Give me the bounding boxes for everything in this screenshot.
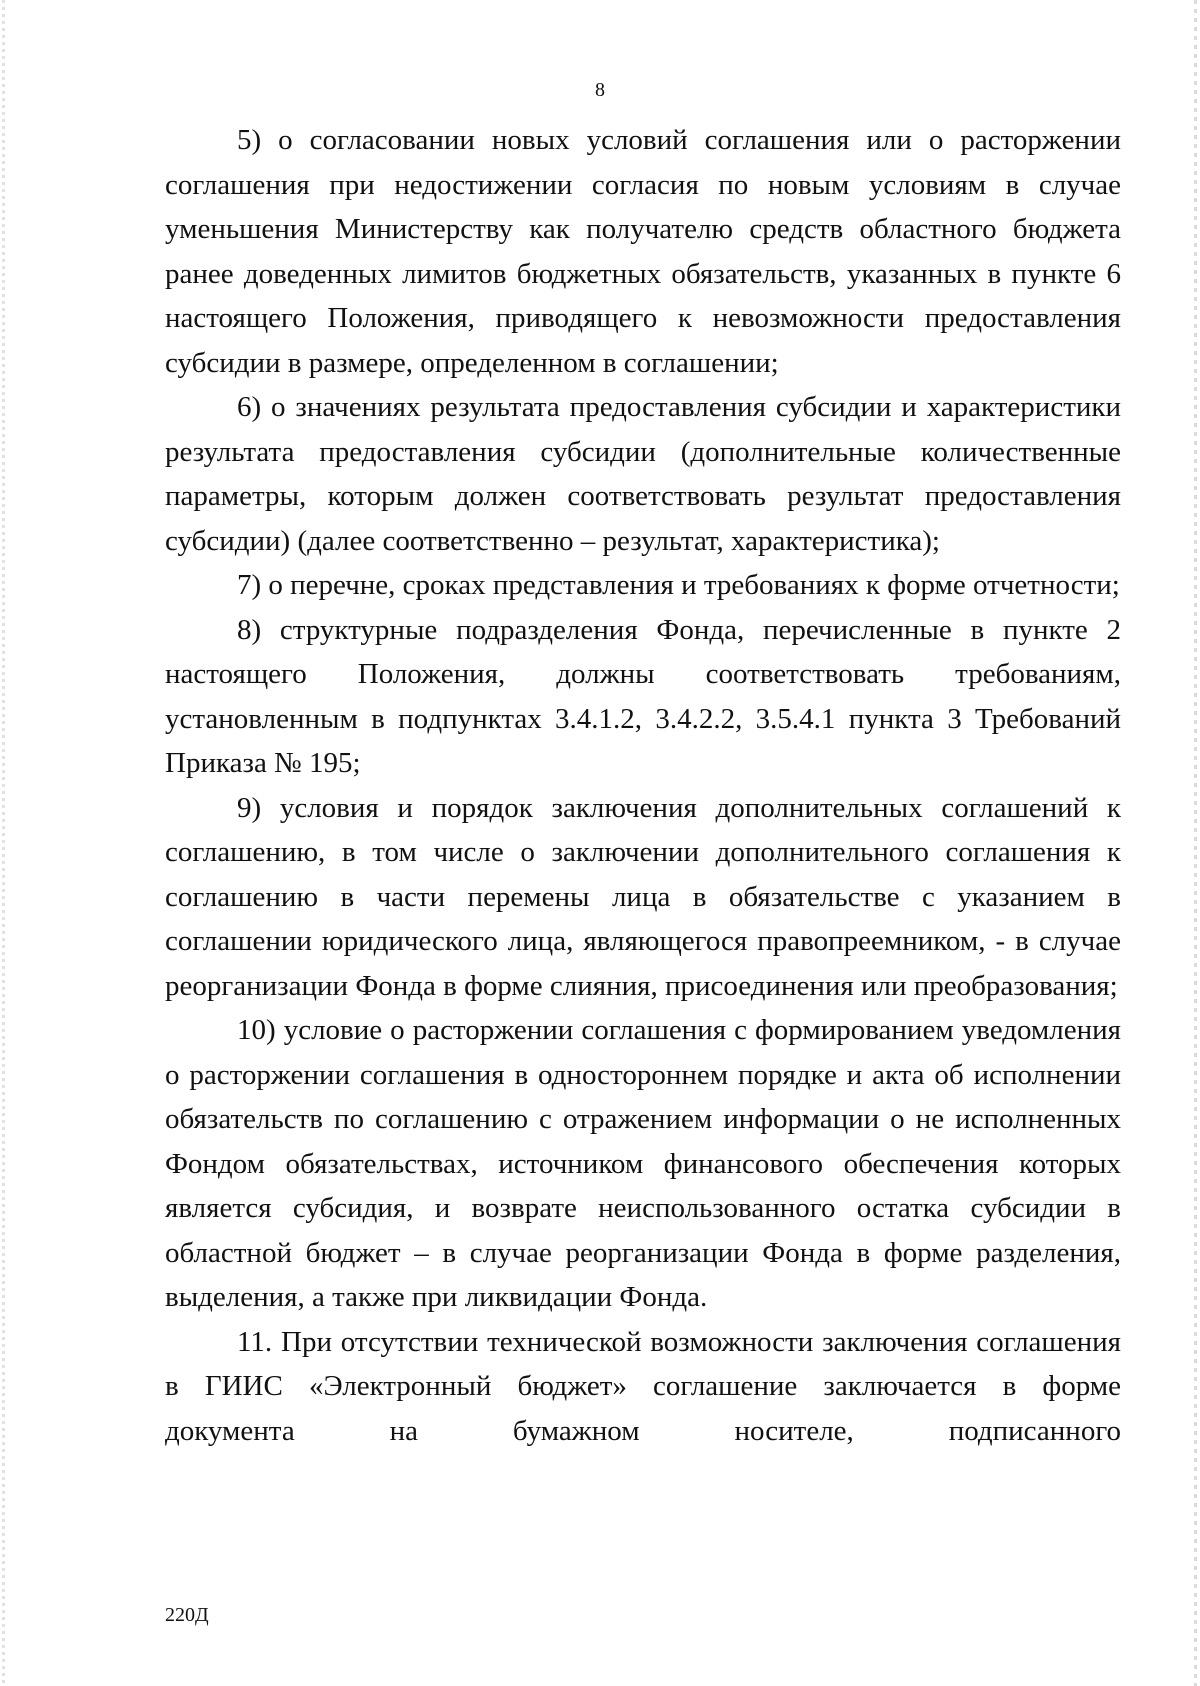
paragraph-item-6: 6) о значениях результата предоставления субсидии и характеристики результата предоставления субсидии (дополнительные количественные параметры, которым должен соответствовать результат предоставления субсидии) (далее соответственно – результат, характеристика); bbox=[165, 391, 1121, 557]
paragraph-item-7: 7) о перечне, сроках представления и требованиях к форме отчетности; bbox=[237, 569, 1120, 601]
scan-edge-left bbox=[2, 0, 5, 1686]
paragraph-item-9: 9) условия и порядок заключения дополнительных соглашений к соглашению, в том числе о заключении дополнительного соглашения к соглашению в части перемены лица в обязательстве с указанием в соглашении юридического лица, являющегося правопреемником, - в случае реорганизации Фонда в форме слияния, присоединения или преобразования; bbox=[165, 791, 1121, 1002]
paragraph-item-8: 8) структурные подразделения Фонда, перечисленные в пункте 2 настоящего Положения, должны соответствовать требованиям, установленным в подпунктах 3.4.1.2, 3.4.2.2, 3.5.4.1 пункта 3 Требований Приказа № 195; bbox=[165, 613, 1121, 779]
paragraph-item-10: 10) условие о расторжении соглашения с формированием уведомления о расторжении соглашения в одностороннем порядке и акта об исполнении обязательств по соглашению с отражением информации о не исполненных Фондом обязательствах, источником финансового обеспечения которых является субсидия, и возврате неиспользованного остатка субсидии в областной бюджет – в случае реорганизации Фонда в форме разделения, выделения, а также при ликвидации Фонда. bbox=[165, 1014, 1121, 1313]
document-code: 220Д bbox=[165, 1604, 209, 1626]
page-number: 8 bbox=[595, 79, 605, 101]
document-body bbox=[165, 118, 1121, 1453]
paragraph-clause-11: 11. При отсутствии технической возможности заключения соглашения в ГИИС «Электронный бюджет» соглашение заключается в форме документа на бумажном носителе, подписанного bbox=[165, 1325, 1121, 1447]
scan-edge-right bbox=[1194, 0, 1197, 1686]
paragraph-item-5: 5) о согласовании новых условий соглашения или о расторжении соглашения при недостижении согласия по новым условиям в случае уменьшения Министерству как получателю средств областного бюджета ранее доведенных лимитов бюджетных обязательств, указанных в пункте 6 настоящего Положения, приводящего к невозможности предоставления субсидии в размере, определенном в соглашении; bbox=[165, 124, 1121, 379]
